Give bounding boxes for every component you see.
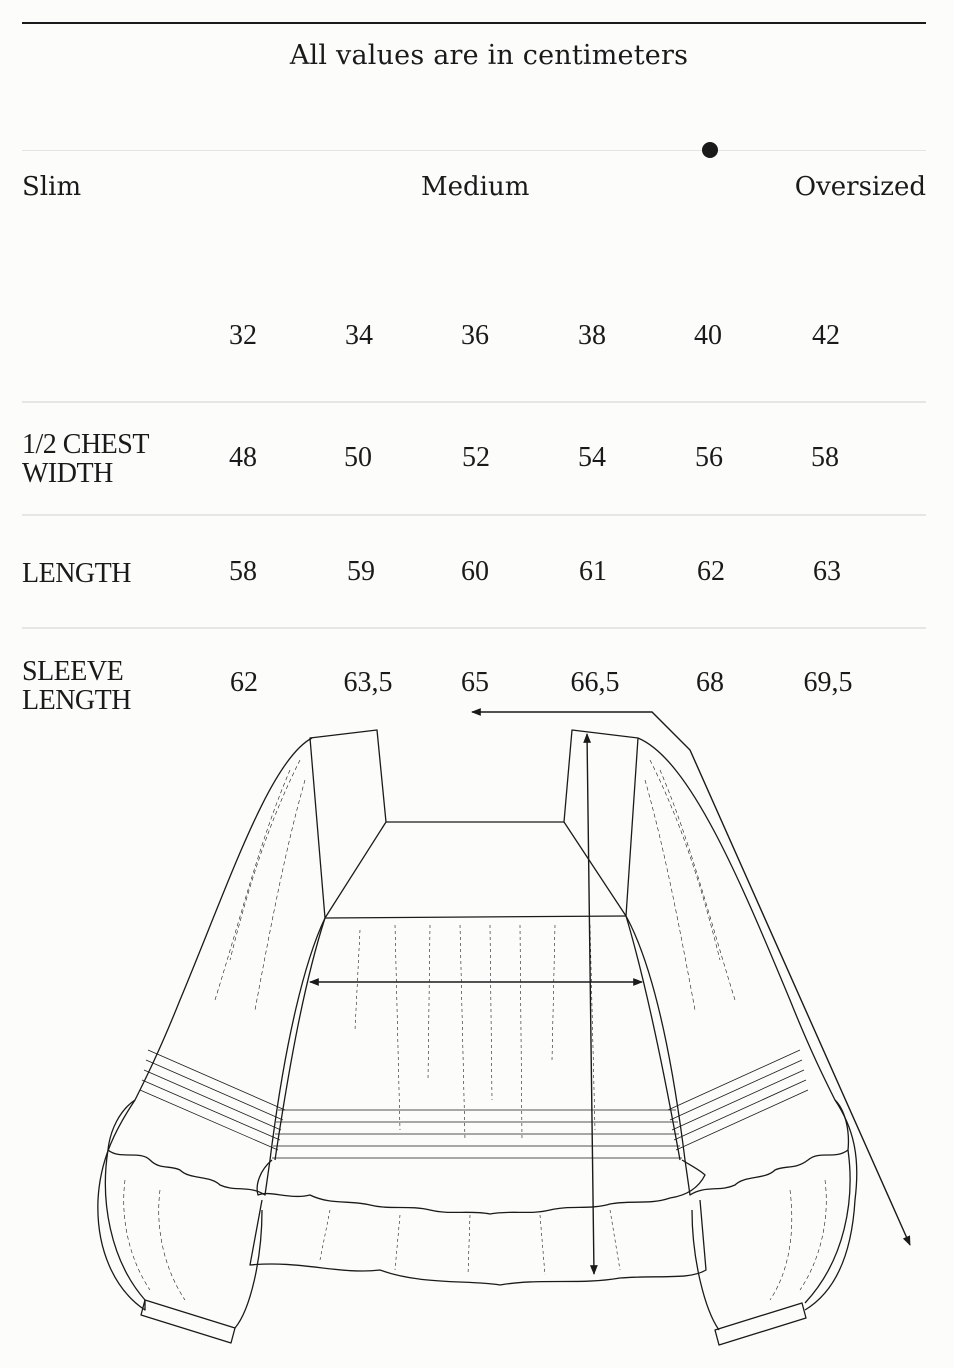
- table-cell: 54: [578, 442, 606, 473]
- left-sleeve-puff: [105, 1150, 262, 1328]
- fit-label-slim: Slim: [22, 172, 82, 202]
- table-cell: 58: [811, 442, 839, 473]
- table-cell: 69,5: [803, 667, 853, 698]
- right-cuff: [715, 1303, 806, 1345]
- right-sleeve-outline: [638, 738, 857, 1310]
- table-cell: 63: [813, 556, 841, 587]
- row-label-chest-width: 1/2 CHEST WIDTH: [22, 429, 149, 489]
- puff-folds: [124, 1180, 827, 1300]
- size-header-cell: 42: [812, 320, 840, 351]
- row-label-sleeve-length: SLEEVE LENGTH: [22, 656, 131, 716]
- fit-scale-track: [22, 150, 926, 151]
- table-cell: 52: [462, 442, 490, 473]
- table-cell: 60: [461, 556, 489, 587]
- table-cell: 66,5: [570, 667, 620, 698]
- table-cell: 48: [229, 442, 257, 473]
- table-cell: 56: [695, 442, 723, 473]
- peplum-ruffle: [257, 1160, 705, 1214]
- size-header-cell: 38: [578, 320, 606, 351]
- gather-lines: [320, 925, 620, 1275]
- left-strap: [310, 730, 386, 918]
- right-sleeve-folds: [645, 760, 735, 1010]
- table-cell: 50: [344, 442, 372, 473]
- left-cuff: [141, 1300, 235, 1343]
- length-arrow: [587, 734, 594, 1274]
- table-cell: 68: [696, 667, 724, 698]
- body-left-side: [275, 918, 325, 1160]
- table-cell: 59: [347, 556, 375, 587]
- size-header-cell: 32: [229, 320, 257, 351]
- left-sleeve-inner-edge: [270, 918, 325, 1160]
- size-header-cell: 40: [694, 320, 722, 351]
- size-header-cell: 34: [345, 320, 373, 351]
- right-strap: [564, 730, 638, 916]
- row-divider: [22, 514, 926, 516]
- fit-label-medium: Medium: [421, 172, 530, 202]
- right-sleeve-ruffle: [685, 1100, 848, 1195]
- garment-measurement-diagram: [0, 700, 954, 1368]
- row-divider: [22, 401, 926, 403]
- right-sleeve-smocking: [668, 1050, 808, 1150]
- table-cell: 62: [230, 667, 258, 698]
- table-cell: 65: [461, 667, 489, 698]
- table-cell: 58: [229, 556, 257, 587]
- right-sleeve-inner-edge: [626, 916, 685, 1160]
- row-label-length: LENGTH: [22, 558, 131, 589]
- size-header-cell: 36: [461, 320, 489, 351]
- body-smocking: [272, 1110, 682, 1158]
- left-sleeve-smocking: [140, 1050, 285, 1150]
- table-cell: 63,5: [343, 667, 393, 698]
- table-cell: 62: [697, 556, 725, 587]
- fit-label-oversized: Oversized: [794, 172, 926, 202]
- right-sleeve-puff: [692, 1150, 850, 1330]
- top-divider: [22, 22, 926, 24]
- fit-scale-marker: [702, 142, 718, 158]
- body-right-side: [626, 916, 680, 1160]
- row-divider: [22, 627, 926, 629]
- bodice-top: [325, 916, 626, 918]
- left-sleeve-folds: [215, 760, 305, 1010]
- units-note: All values are in centimeters: [289, 40, 689, 71]
- table-cell: 61: [579, 556, 607, 587]
- left-sleeve-outline: [98, 738, 312, 1310]
